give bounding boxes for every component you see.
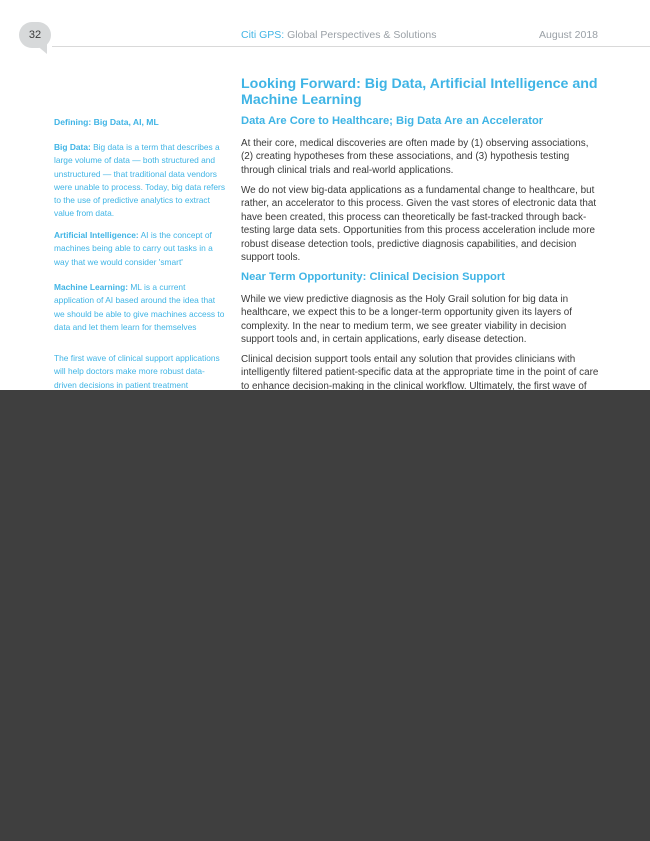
sidebar-heading: Defining: Big Data, AI, ML (54, 117, 159, 127)
definition-text: AI is the concept of machines being able to carry out tasks in a way that we would consider 'smart' (54, 230, 213, 267)
page-badge-tail (35, 44, 47, 54)
paragraph-1: At their core, medical discoveries are often made by (1) observing associations, (2) creating hypotheses from these associations, and (3) hypothesis testing through clinical trials and real-world applications. (241, 138, 589, 176)
sidebar-definition-big-data (54, 141, 226, 221)
section-heading-1: Data Are Core to Healthcare; Big Data Are an Accelerator (241, 115, 544, 127)
header-title-text: Global Perspectives & Solutions (287, 29, 437, 41)
page-title: Looking Forward: Big Data, Artificial Intelligence and Machine Learning (241, 76, 598, 108)
header-divider (52, 46, 650, 47)
paragraph-3: While we view predictive diagnosis as the Holy Grail solution for big data in healthcare, we expect this to be a longer-term opportunity given its layers of complexity. In the near to medium term, we see greater viability in decision support tools and, in certain applications, early disease detection. (241, 294, 572, 346)
sidebar-definition-ai (54, 229, 226, 269)
definition-term: Artificial Intelligence: (54, 230, 139, 240)
section-heading-2: Near Term Opportunity: Clinical Decision Support (241, 271, 505, 283)
sidebar-callout: The first wave of clinical support applications will help doctors make more robust data-driven decisions in patient treatment (54, 353, 220, 390)
definition-term: Big Data: (54, 142, 91, 152)
definition-term: Machine Learning: (54, 282, 128, 292)
definition-text: ML is a current application of AI based around the idea that we should be able to give machines access to data and let them learn for themselves (54, 282, 225, 332)
paragraph-2: We do not view big-data applications as a fundamental change to healthcare, but rather, an accelerator to this process. Given the vast stores of electronic data that have been created, this process can theoretically be fast-tracked through back-testing large data sets. Opportunities from this process acceleration include more robust disease detection tools, predictive diagnosis capabilities, and decision support tools. (241, 185, 597, 264)
page-number: 32 (28, 29, 42, 41)
sidebar-definition-ml (54, 281, 226, 334)
paragraph-4: Clinical decision support tools entail any solution that provides clinicians with intelligently filtered patient-specific data at the appropriate time in the point of care to enhance decision-making in the clinical workflow. Ultimately, the first wave of (241, 354, 599, 390)
dark-overlay (0, 390, 650, 841)
header-title (241, 29, 437, 41)
header-date: August 2018 (539, 29, 598, 41)
header-brand: Citi GPS: (241, 29, 285, 41)
definition-text: Big data is a term that describes a large volume of data — both structured and unstructured — that traditional data vendors were unable to process. Today, big data refers to the use of predictive analytics to extract value from data. (54, 142, 226, 219)
